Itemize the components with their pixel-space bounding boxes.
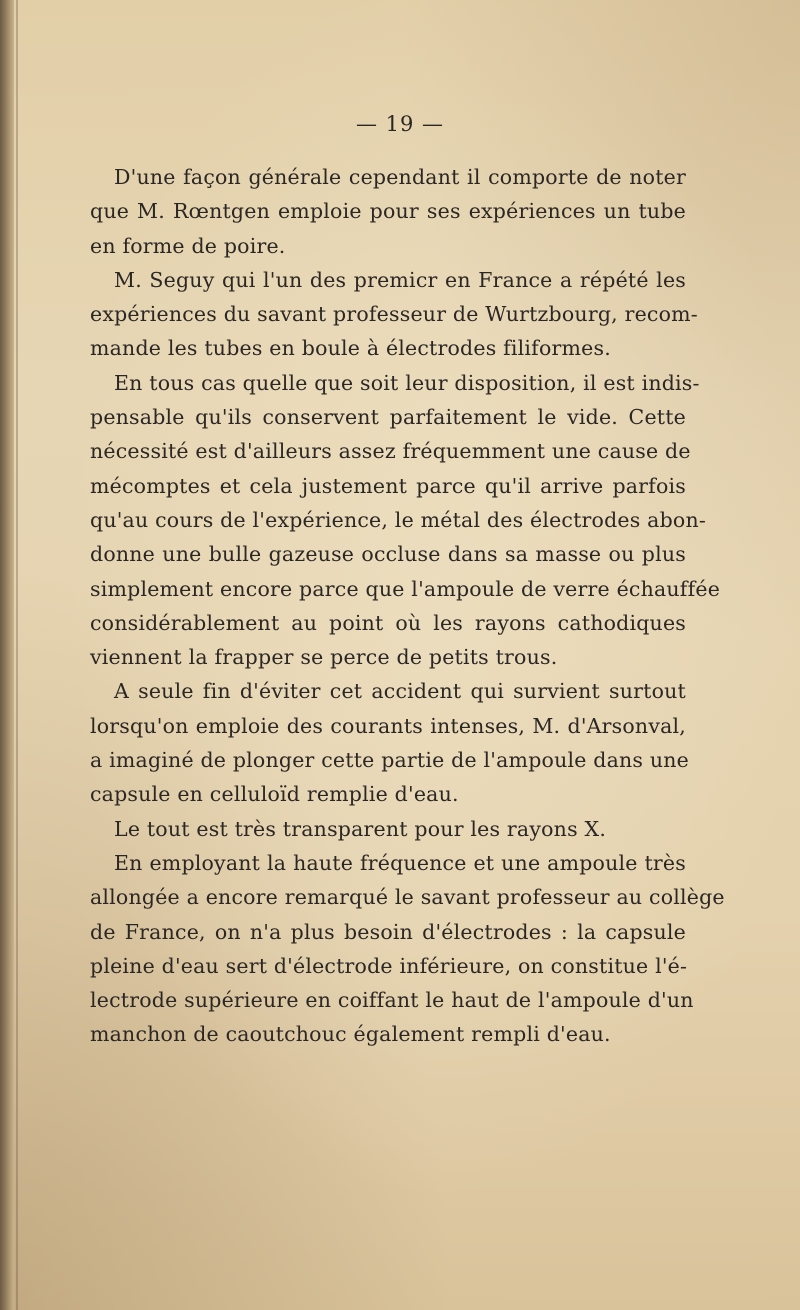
page-number: — 19 —	[355, 112, 445, 136]
text-line: a imaginé de plonger cette partie de l'ampoule dans une	[90, 748, 689, 773]
text-line: En tous cas quelle que soit leur disposition, il est indis-	[114, 370, 700, 395]
text-line: En employant la haute fréquence et une ampoule très	[114, 850, 686, 875]
text-line: D'une façon générale cependant il comporte de noter	[114, 165, 686, 189]
text-line: qu'au cours de l'expérience, le métal des électrodes abon-	[90, 507, 706, 532]
text-line: en forme de poire.	[90, 233, 286, 258]
text-line: A seule fin d'éviter cet accident qui survient surtout	[114, 679, 686, 704]
text-line: viennent la frapper se perce de petits trous.	[90, 645, 558, 670]
body-text	[90, 160, 725, 1052]
text-line: expériences du savant professeur de Wurtzbourg, recom-	[90, 302, 698, 327]
text-line: nécessité est d'ailleurs assez fréquemment une cause de	[90, 439, 691, 464]
text-line: que M. Rœntgen emploie pour ses expériences un tube	[90, 199, 686, 224]
text-line: donne une bulle gazeuse occluse dans sa masse ou plus	[90, 542, 686, 567]
text-line: de France, on n'a plus besoin d'électrodes : la capsule	[90, 919, 686, 944]
page-binding-edge	[0, 0, 14, 1310]
text-line: M. Seguy qui l'un des premicr en France a répété les	[114, 267, 686, 292]
text-line: manchon de caoutchouc également rempli d'eau.	[90, 1022, 611, 1047]
text-line: lectrode supérieure en coiffant le haut de l'ampoule d'un	[90, 988, 694, 1013]
text-line: Le tout est très transparent pour les rayons X.	[114, 816, 607, 841]
text-line: capsule en celluloïd remplie d'eau.	[90, 782, 459, 807]
text-line: lorsqu'on emploie des courants intenses, M. d'Arsonval,	[90, 713, 686, 738]
text-line: pensable qu'ils conservent parfaitement le vide. Cette	[90, 405, 686, 430]
binding-shadow-line	[16, 0, 18, 1310]
text-line: considérablement au point où les rayons cathodiques	[90, 610, 686, 635]
text-line: allongée a encore remarqué le savant professeur au collège	[90, 885, 725, 910]
text-line: simplement encore parce que l'ampoule de verre échauffée	[90, 576, 721, 601]
text-line: mécomptes et cela justement parce qu'il arrive parfois	[90, 473, 686, 498]
text-line: pleine d'eau sert d'électrode inférieure, on constitue l'é-	[90, 953, 688, 978]
text-line: mande les tubes en boule à électrodes filiformes.	[90, 336, 611, 361]
